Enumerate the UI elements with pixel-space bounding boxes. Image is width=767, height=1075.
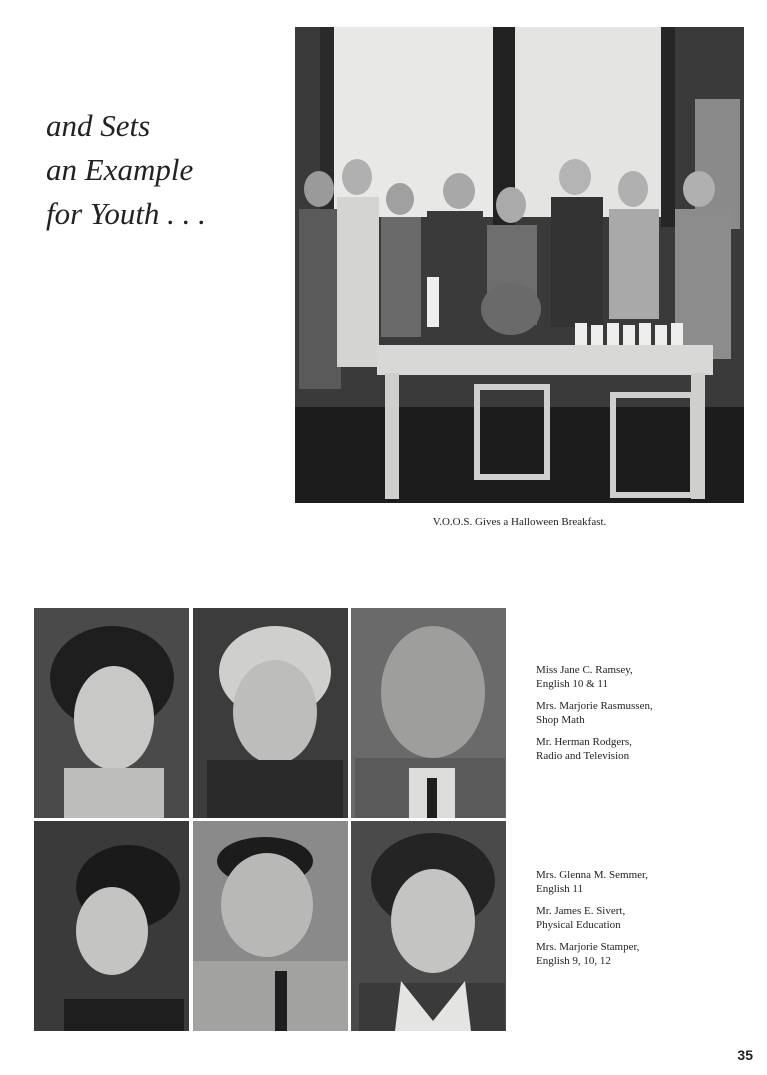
name-entry [536,735,653,763]
page-headline [46,104,206,236]
person-name: Miss Jane C. Ramsey, [536,664,633,676]
portrait-glenna-semmer [34,821,189,1031]
name-entry [536,663,653,691]
name-entry [536,699,653,727]
portrait-marjorie-rasmussen [193,608,348,818]
page-number: 35 [737,1047,753,1063]
headline-line-3: for Youth . . . [46,196,206,231]
name-entry [536,868,648,896]
photo-caption: V.O.O.S. Gives a Halloween Breakfast. [432,516,607,528]
person-name: Mr. James E. Sivert, [536,905,626,917]
portrait-james-sivert [193,821,348,1031]
person-subject: English 9, 10, 12 [536,955,611,967]
person-name: Mrs. Glenna M. Semmer, [536,869,648,881]
person-name: Mrs. Marjorie Rasmussen, [536,700,653,712]
portrait-herman-rodgers [351,608,506,818]
person-name: Mr. Herman Rodgers, [536,736,632,748]
person-subject: Physical Education [536,919,621,931]
halloween-breakfast-photo [295,27,744,503]
portrait-marjorie-stamper [351,821,506,1031]
names-group-1 [536,663,653,771]
name-entry [536,940,648,968]
person-subject: English 11 [536,883,583,895]
person-subject: Radio and Television [536,750,630,762]
person-subject: English 10 & 11 [536,678,609,690]
headline-line-1: and Sets [46,108,151,143]
name-entry [536,904,648,932]
names-group-2 [536,868,648,976]
person-subject: Shop Math [536,714,585,726]
headline-line-2: an Example [46,152,194,187]
person-name: Mrs. Marjorie Stamper, [536,941,640,953]
portrait-jane-ramsey [34,608,189,818]
